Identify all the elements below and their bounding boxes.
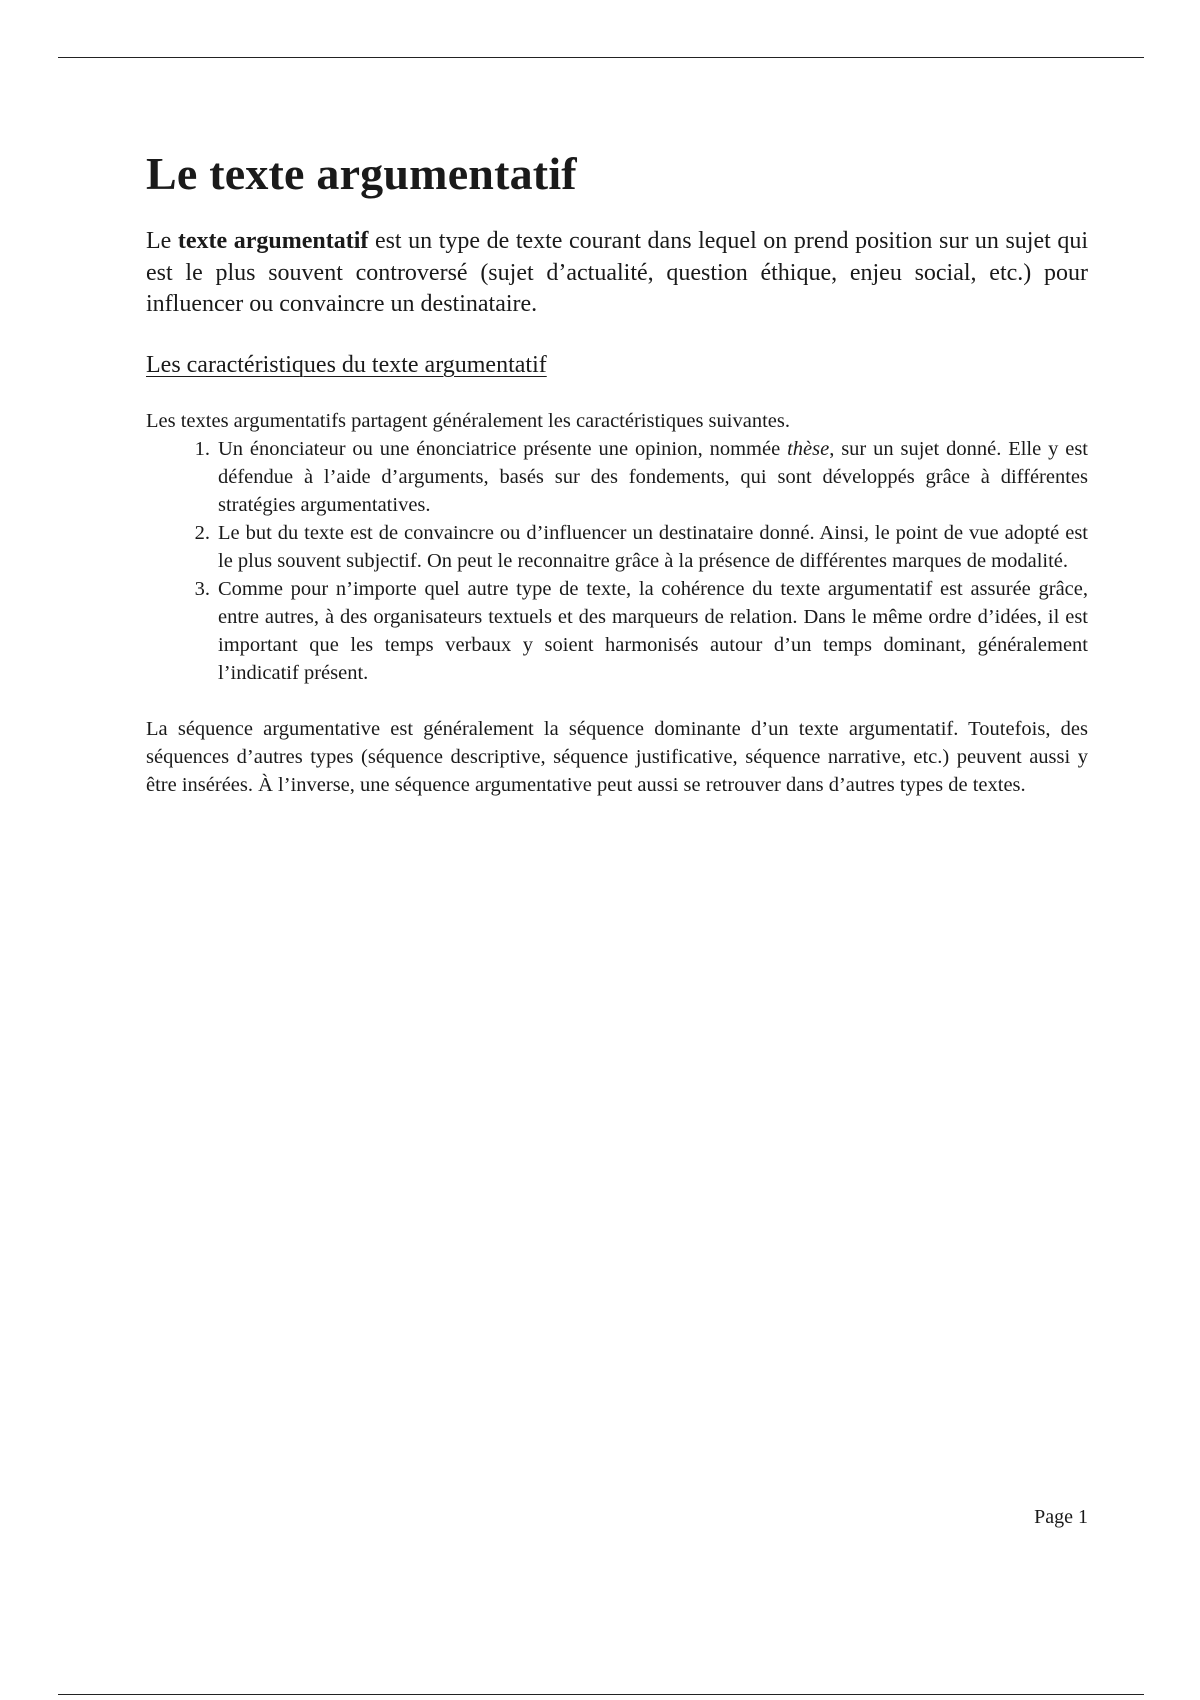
list-item-text-after: , sur un sujet donné. Elle y est défendue à l’aide d’arguments, basés sur des fondements, qui sont développés grâce à différentes stratégies argumentatives. — [218, 437, 1088, 516]
list-item-text-before: Un énonciateur ou une énonciatrice présente une opinion, nommée — [218, 437, 788, 460]
list-item — [146, 435, 1088, 519]
intro-rest: est un type de texte courant dans lequel on prend position sur un sujet qui est le plus souvent controversé (sujet d’actualité, question éthique, enjeu social, etc.) pour influencer ou convaincre un destinataire. — [146, 228, 1088, 317]
list-item-text — [218, 435, 1088, 519]
page-title: Le texte argumentatif — [146, 148, 577, 199]
list-intro: Les textes argumentatifs partagent généralement les caractéristiques suivantes. — [146, 409, 790, 432]
list-item-text: Le but du texte est de convaincre ou d’influencer un destinataire donné. Ainsi, le point de vue adopté est le plus souvent subjectif. On peut le reconnaitre grâce à la présence de différentes marques de modalité. — [218, 521, 1088, 572]
list-item-number: 3. — [194, 577, 210, 600]
thesis-term: thèse — [787, 437, 830, 460]
features-list — [146, 435, 1088, 687]
closing-paragraph: La séquence argumentative est généralement la séquence dominante d’un texte argumentatif. Toutefois, des séquences d’autres types (séquence descriptive, séquence justificative, séquence narrative, etc.) peuvent aussi y être insérées. À l’inverse, une séquence argumentative peut aussi se retrouver dans d’autres types de textes. — [146, 717, 1088, 796]
list-item — [146, 575, 1088, 687]
intro-term: texte argumentatif — [177, 228, 369, 254]
list-item-text: Comme pour n’importe quel autre type de texte, la cohérence du texte argumentatif est assurée grâce, entre autres, à des organisateurs textuels et des marqueurs de relation. Dans le même ordre d’idées, il est important que les temps verbaux y soient harmonisés autour d’un temps dominant, généralement l’indicatif présent. — [218, 577, 1088, 684]
intro-paragraph — [146, 226, 1088, 321]
top-rule — [58, 57, 1144, 58]
intro-lead: Le — [146, 228, 178, 254]
bottom-rule — [58, 1694, 1144, 1695]
list-item — [146, 519, 1088, 575]
document-body — [146, 140, 1088, 799]
page-number: Page 1 — [1034, 1506, 1088, 1528]
section-heading: Les caractéristiques du texte argumentatif — [146, 351, 547, 378]
list-item-number: 2. — [194, 521, 210, 544]
list-item-number: 1. — [194, 437, 210, 460]
